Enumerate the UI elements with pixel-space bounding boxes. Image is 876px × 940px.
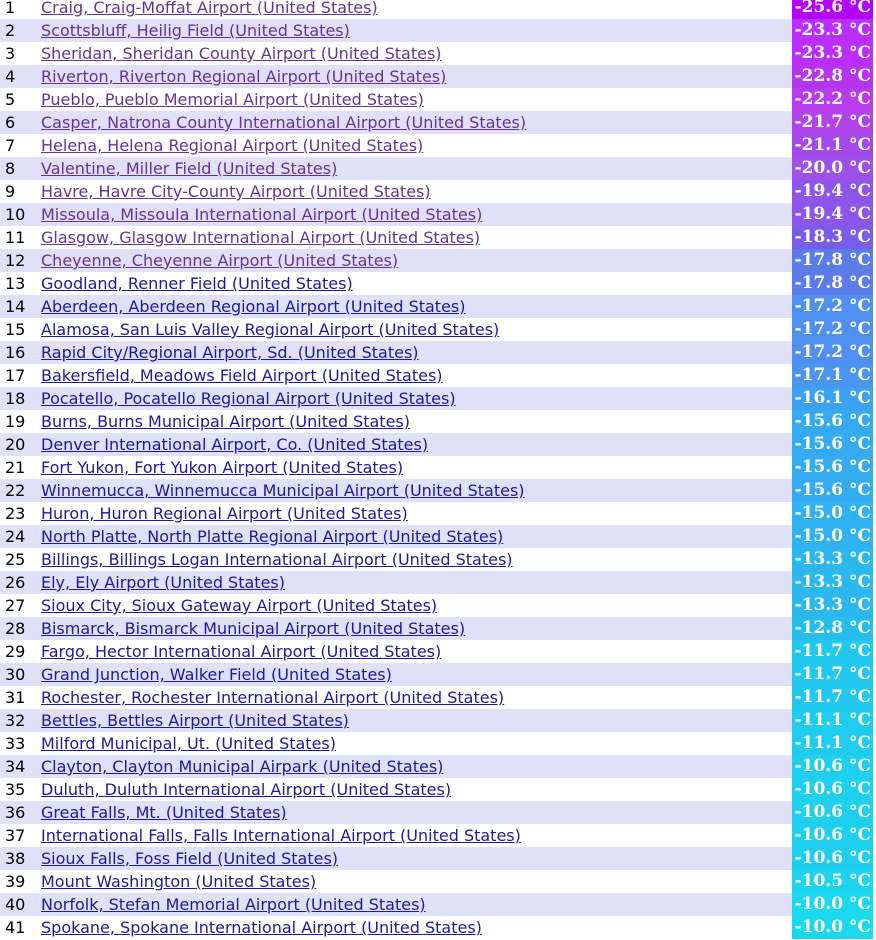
rank-cell: 25: [5, 550, 26, 569]
temperature-badge: -17.2 °C: [792, 318, 873, 341]
rank-cell: 26: [5, 573, 26, 592]
temperature-badge: -17.2 °C: [792, 341, 873, 364]
station-link[interactable]: Billings, Billings Logan International Airport (United States): [41, 550, 513, 569]
station-cell: [41, 65, 789, 88]
table-row: [0, 88, 873, 111]
station-cell: [41, 663, 789, 686]
station-link[interactable]: Huron, Huron Regional Airport (United States): [41, 504, 408, 523]
station-cell: [41, 893, 789, 916]
station-link[interactable]: Clayton, Clayton Municipal Airpark (United States): [41, 757, 444, 776]
station-cell: [41, 19, 789, 42]
table-row: [0, 65, 873, 88]
rank-cell: 24: [5, 527, 26, 546]
table-row: [0, 226, 873, 249]
station-link[interactable]: Duluth, Duluth International Airport (United States): [41, 780, 452, 799]
table-row: [0, 502, 873, 525]
table-row: [0, 640, 873, 663]
rank-cell: 7: [5, 136, 16, 155]
station-link[interactable]: Cheyenne, Cheyenne Airport (United States): [41, 251, 399, 270]
rank-cell: 21: [5, 458, 26, 477]
temperature-badge: -19.4 °C: [792, 180, 873, 203]
temperature-badge: -17.1 °C: [792, 364, 873, 387]
rank-cell: 9: [5, 182, 16, 201]
temperature-badge: -10.0 °C: [792, 893, 873, 916]
station-cell: [41, 42, 789, 65]
table-row: [0, 456, 873, 479]
table-row: [0, 180, 873, 203]
temperature-badge: -17.2 °C: [792, 295, 873, 318]
station-link[interactable]: Goodland, Renner Field (United States): [41, 274, 353, 293]
station-cell: [41, 548, 789, 571]
station-cell: [41, 387, 789, 410]
temperature-badge: -18.3 °C: [792, 226, 873, 249]
rank-cell: 19: [5, 412, 26, 431]
station-cell: [41, 870, 789, 893]
temperature-badge: -15.6 °C: [792, 410, 873, 433]
table-row: [0, 341, 873, 364]
table-row: [0, 318, 873, 341]
station-link[interactable]: Norfolk, Stefan Memorial Airport (United States): [41, 895, 426, 914]
rank-cell: 23: [5, 504, 26, 523]
station-cell: [41, 203, 789, 226]
station-link[interactable]: International Falls, Falls International Airport (United States): [41, 826, 521, 845]
rank-cell: 39: [5, 872, 26, 891]
station-cell: [41, 709, 789, 732]
temperature-badge: -21.7 °C: [792, 111, 873, 134]
temperature-badge: -15.0 °C: [792, 525, 873, 548]
station-cell: [41, 157, 789, 180]
temperature-badge: -15.6 °C: [792, 479, 873, 502]
rank-cell: 20: [5, 435, 26, 454]
rank-cell: 18: [5, 389, 26, 408]
temperature-badge: -22.2 °C: [792, 88, 873, 111]
rank-cell: 11: [5, 228, 26, 247]
temperature-badge: -10.6 °C: [792, 824, 873, 847]
table-row: [0, 824, 873, 847]
temperature-badge: -13.3 °C: [792, 548, 873, 571]
station-cell: [41, 410, 789, 433]
temperature-badge: -11.7 °C: [792, 686, 873, 709]
temperature-badge: -12.8 °C: [792, 617, 873, 640]
station-cell: [41, 502, 789, 525]
station-cell: [41, 272, 789, 295]
station-link[interactable]: Helena, Helena Regional Airport (United States): [41, 136, 424, 155]
station-cell: [41, 134, 789, 157]
table-row: [0, 617, 873, 640]
station-link[interactable]: Aberdeen, Aberdeen Regional Airport (United States): [41, 297, 466, 316]
rank-cell: 8: [5, 159, 16, 178]
station-link[interactable]: Alamosa, San Luis Valley Regional Airport (United States): [41, 320, 500, 339]
rank-cell: 38: [5, 849, 26, 868]
temperature-badge: -11.7 °C: [792, 640, 873, 663]
station-cell: [41, 364, 789, 387]
rank-cell: 41: [5, 918, 26, 937]
table-row: [0, 272, 873, 295]
station-cell: [41, 640, 789, 663]
table-row: [0, 203, 873, 226]
table-row: [0, 594, 873, 617]
table-row: [0, 157, 873, 180]
table-row: [0, 0, 873, 19]
station-link[interactable]: Fort Yukon, Fort Yukon Airport (United States): [41, 458, 404, 477]
station-cell: [41, 916, 789, 939]
temperature-badge: -10.6 °C: [792, 801, 873, 824]
table-row: [0, 571, 873, 594]
station-cell: [41, 778, 789, 801]
rank-cell: 28: [5, 619, 26, 638]
table-row: [0, 410, 873, 433]
station-cell: [41, 0, 789, 19]
rank-cell: 12: [5, 251, 26, 270]
rank-cell: 10: [5, 205, 26, 224]
station-cell: [41, 88, 789, 111]
station-link[interactable]: Rochester, Rochester International Airport (United States): [41, 688, 505, 707]
station-link[interactable]: Rapid City/Regional Airport, Sd. (United States): [41, 343, 419, 362]
station-link[interactable]: Fargo, Hector International Airport (United States): [41, 642, 442, 661]
temperature-badge: -15.6 °C: [792, 456, 873, 479]
rank-cell: 6: [5, 113, 16, 132]
table-row: [0, 548, 873, 571]
rank-cell: 14: [5, 297, 26, 316]
table-row: [0, 801, 873, 824]
rank-cell: 33: [5, 734, 26, 753]
table-row: [0, 433, 873, 456]
station-cell: [41, 847, 789, 870]
table-row: [0, 916, 873, 939]
rank-cell: 34: [5, 757, 26, 776]
rank-cell: 32: [5, 711, 26, 730]
table-row: [0, 249, 873, 272]
table-row: [0, 778, 873, 801]
station-cell: [41, 249, 789, 272]
table-row: [0, 479, 873, 502]
station-link[interactable]: Valentine, Miller Field (United States): [41, 159, 338, 178]
station-link[interactable]: Sioux City, Sioux Gateway Airport (United States): [41, 596, 438, 615]
station-link[interactable]: Pueblo, Pueblo Memorial Airport (United States): [41, 90, 424, 109]
station-link[interactable]: Havre, Havre City-County Airport (United States): [41, 182, 431, 201]
table-row: [0, 387, 873, 410]
temperature-badge: -21.1 °C: [792, 134, 873, 157]
rank-cell: 16: [5, 343, 26, 362]
station-cell: [41, 318, 789, 341]
table-row: [0, 709, 873, 732]
station-cell: [41, 525, 789, 548]
station-cell: [41, 594, 789, 617]
table-row: [0, 870, 873, 893]
station-link[interactable]: Denver International Airport, Co. (United States): [41, 435, 429, 454]
temperature-badge: -10.5 °C: [792, 870, 873, 893]
rank-cell: 29: [5, 642, 26, 661]
table-row: [0, 847, 873, 870]
table-row: [0, 686, 873, 709]
table-row: [0, 755, 873, 778]
station-link[interactable]: Ely, Ely Airport (United States): [41, 573, 285, 592]
station-link[interactable]: Spokane, Spokane International Airport (United States): [41, 918, 482, 937]
station-cell: [41, 571, 789, 594]
temperature-badge: -15.6 °C: [792, 433, 873, 456]
station-link[interactable]: Craig, Craig-Moffat Airport (United States): [41, 0, 378, 17]
rank-cell: 3: [5, 44, 16, 63]
table-row: [0, 364, 873, 387]
station-link[interactable]: Riverton, Riverton Regional Airport (United States): [41, 67, 447, 86]
temperature-badge: -23.3 °C: [792, 42, 873, 65]
station-link[interactable]: Bakersfield, Meadows Field Airport (United States): [41, 366, 443, 385]
temperature-badge: -19.4 °C: [792, 203, 873, 226]
temperature-badge: -23.3 °C: [792, 19, 873, 42]
station-cell: [41, 180, 789, 203]
temperature-badge: -11.1 °C: [792, 732, 873, 755]
temperature-badge: -11.7 °C: [792, 663, 873, 686]
station-link[interactable]: Winnemucca, Winnemucca Municipal Airport (United States): [41, 481, 525, 500]
station-cell: [41, 433, 789, 456]
station-cell: [41, 732, 789, 755]
temperature-badge: -16.1 °C: [792, 387, 873, 410]
temperature-badge: -10.0 °C: [792, 916, 873, 939]
station-cell: [41, 341, 789, 364]
station-cell: [41, 226, 789, 249]
table-row: [0, 111, 873, 134]
temperature-badge: -11.1 °C: [792, 709, 873, 732]
station-link[interactable]: Pocatello, Pocatello Regional Airport (United States): [41, 389, 456, 408]
station-cell: [41, 456, 789, 479]
station-link[interactable]: Glasgow, Glasgow International Airport (United States): [41, 228, 481, 247]
rank-cell: 13: [5, 274, 26, 293]
station-cell: [41, 686, 789, 709]
rank-cell: 27: [5, 596, 26, 615]
station-link[interactable]: Casper, Natrona County International Airport (United States): [41, 113, 527, 132]
temperature-badge: -17.8 °C: [792, 272, 873, 295]
station-link[interactable]: Bismarck, Bismarck Municipal Airport (United States): [41, 619, 466, 638]
temperature-badge: -25.6 °C: [792, 0, 873, 19]
rank-cell: 4: [5, 67, 16, 86]
station-link[interactable]: Mount Washington (United States): [41, 872, 317, 891]
rank-cell: 17: [5, 366, 26, 385]
table-row: [0, 732, 873, 755]
rank-cell: 40: [5, 895, 26, 914]
temperature-badge: -17.8 °C: [792, 249, 873, 272]
station-cell: [41, 617, 789, 640]
station-cell: [41, 801, 789, 824]
station-cell: [41, 111, 789, 134]
rank-cell: 31: [5, 688, 26, 707]
station-cell: [41, 755, 789, 778]
station-link[interactable]: Milford Municipal, Ut. (United States): [41, 734, 336, 753]
station-cell: [41, 295, 789, 318]
rank-cell: 15: [5, 320, 26, 339]
rank-cell: 1: [5, 0, 16, 17]
table-row: [0, 42, 873, 65]
station-link[interactable]: Scottsbluff, Heilig Field (United States): [41, 21, 350, 40]
station-cell: [41, 824, 789, 847]
station-link[interactable]: Burns, Burns Municipal Airport (United States): [41, 412, 410, 431]
station-link[interactable]: Sheridan, Sheridan County Airport (United States): [41, 44, 442, 63]
rank-cell: 5: [5, 90, 16, 109]
station-link[interactable]: Sioux Falls, Foss Field (United States): [41, 849, 339, 868]
rank-cell: 36: [5, 803, 26, 822]
station-link[interactable]: Bettles, Bettles Airport (United States): [41, 711, 349, 730]
rank-cell: 37: [5, 826, 26, 845]
rank-cell: 22: [5, 481, 26, 500]
temperature-badge: -10.6 °C: [792, 847, 873, 870]
station-cell: [41, 479, 789, 502]
station-link[interactable]: Grand Junction, Walker Field (United States): [41, 665, 392, 684]
temperature-badge: -20.0 °C: [792, 157, 873, 180]
station-link[interactable]: Missoula, Missoula International Airport (United States): [41, 205, 483, 224]
table-row: [0, 19, 873, 42]
table-row: [0, 893, 873, 916]
temperature-badge: -13.3 °C: [792, 571, 873, 594]
temperature-badge: -15.0 °C: [792, 502, 873, 525]
table-row: [0, 663, 873, 686]
temperature-badge: -10.6 °C: [792, 778, 873, 801]
table-row: [0, 295, 873, 318]
rank-cell: 30: [5, 665, 26, 684]
station-link[interactable]: North Platte, North Platte Regional Airport (United States): [41, 527, 504, 546]
station-link[interactable]: Great Falls, Mt. (United States): [41, 803, 287, 822]
rank-cell: 2: [5, 21, 16, 40]
temperature-badge: -22.8 °C: [792, 65, 873, 88]
table-row: [0, 525, 873, 548]
table-row: [0, 134, 873, 157]
temperature-badge: -13.3 °C: [792, 594, 873, 617]
temperature-badge: -10.6 °C: [792, 755, 873, 778]
rank-cell: 35: [5, 780, 26, 799]
